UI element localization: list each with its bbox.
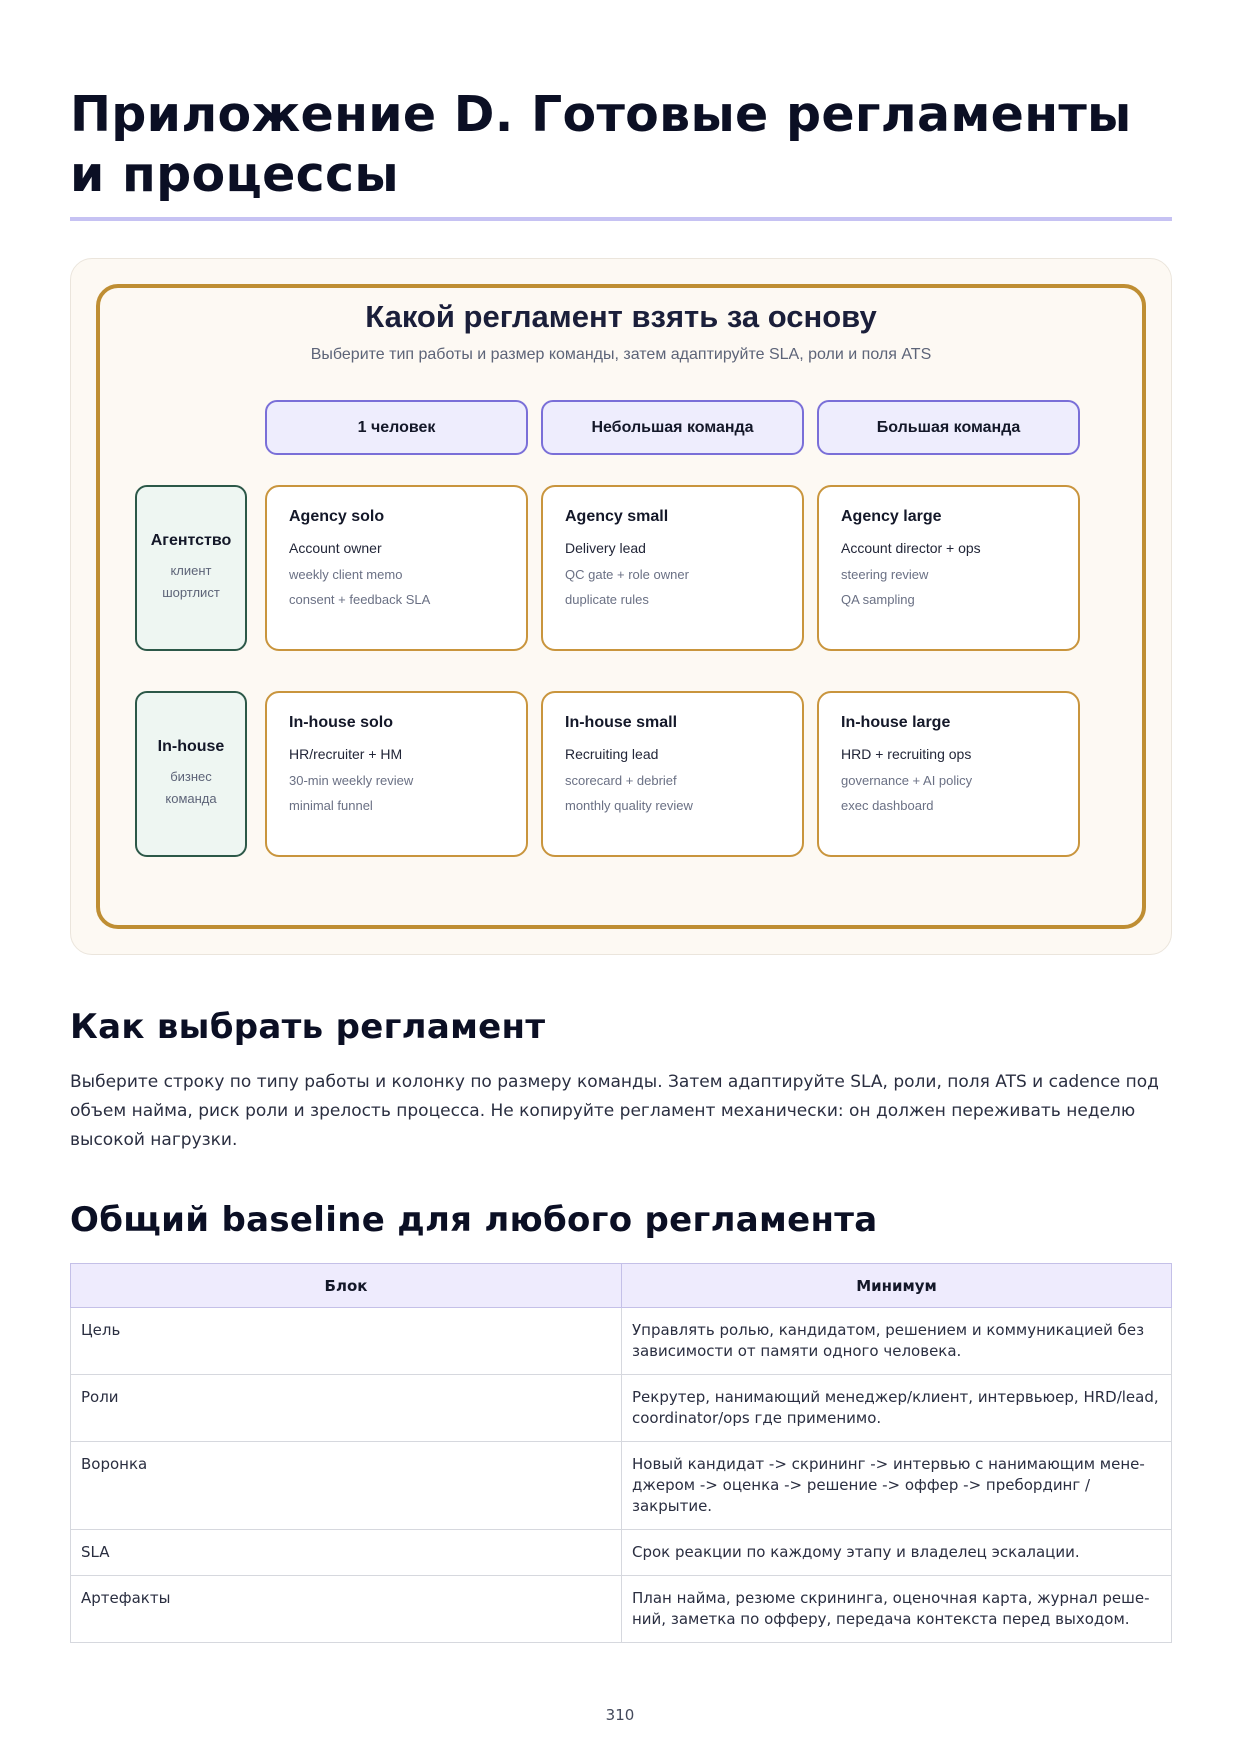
table-row [71, 1530, 1172, 1576]
cell-title: In-house solo [289, 714, 393, 731]
table-cell-minimum: Срок реакции по каждому этапу и владелец эскалации. [622, 1530, 1172, 1576]
row-header-line: команда [165, 791, 217, 806]
cell-line: monthly quality review [565, 798, 693, 813]
cell-role: HRD + recruiting ops [841, 746, 972, 762]
table-cell-minimum: Новый кандидат -> скрининг -> интервью с нанимающим менеджером -> оценка -> решение -> оффер -> пребординг / закрытие. [622, 1442, 1172, 1530]
cell-agency-large [817, 485, 1080, 651]
cell-title: In-house small [565, 714, 678, 731]
cell-in-house-large [817, 691, 1080, 857]
row-header-agency [135, 485, 247, 651]
figure-subtitle: Выберите тип работы и размер команды, затем адаптируйте SLA, роли и поля ATS [310, 346, 932, 363]
cell-agency-small [541, 485, 804, 651]
section-heading-how-to-choose: Как выбрать регламент [70, 1007, 546, 1047]
table-row [71, 1576, 1172, 1643]
cell-line: exec dashboard [841, 798, 934, 813]
table-row [71, 1442, 1172, 1530]
table-row [71, 1375, 1172, 1442]
cell-in-house-solo [265, 691, 528, 857]
cell-role: Delivery lead [565, 540, 646, 556]
section-paragraph: Выберите строку по типу работы и колонку по размеру команды. Затем адаптируйте SLA, роли, поля ATS и cadence под объем найма, риск роли и зрелость процесса. Не копируйте регламент механически: он должен переживать неделю высокой нагрузки. [70, 1072, 1159, 1150]
figure-title: Какой регламент взять за основу [365, 299, 877, 334]
cell-agency-solo [265, 485, 528, 651]
table-cell-block: Цель [71, 1308, 622, 1375]
section-heading-baseline: Общий baseline для любого регламента [70, 1200, 878, 1240]
column-header-large-team: Большая команда [817, 400, 1080, 455]
cell-role: Recruiting lead [565, 746, 659, 762]
table-cell-block: Артефакты [71, 1576, 622, 1643]
row-header-title: In-house [157, 738, 225, 755]
table-cell-minimum: Рекрутер, нанимающий менеджер/клиент, интервьюер, HRD/lead, coordinator/ops где применимо. [622, 1375, 1172, 1442]
cell-line: 30-min weekly review [289, 773, 414, 788]
table-cell-block: Роли [71, 1375, 622, 1442]
cell-line: steering review [841, 567, 929, 582]
cell-role: Account director + ops [841, 540, 981, 556]
row-header-title: Агентство [150, 532, 232, 549]
cell-line: governance + AI policy [841, 773, 973, 788]
cell-role: Account owner [289, 540, 382, 556]
cell-line: minimal funnel [289, 798, 373, 813]
table-cell-minimum: Управлять ролью, кандидатом, решением и коммуникацией без зависимости от памяти одного человека. [622, 1308, 1172, 1375]
cell-title: Agency solo [289, 508, 385, 525]
table-header-minimum: Минимум [622, 1264, 1172, 1308]
row-header-in-house [135, 691, 247, 857]
cell-line: scorecard + debrief [565, 773, 677, 788]
cell-line: weekly client memo [289, 567, 403, 582]
cell-line: QC gate + role owner [565, 567, 689, 582]
page-title: Приложение D. Готовые регламенты и процессы [70, 86, 1132, 203]
cell-role: HR/recruiter + HM [289, 746, 403, 762]
table-header-block: Блок [71, 1264, 622, 1308]
title-divider [70, 217, 1172, 221]
cell-title: Agency large [841, 508, 942, 525]
cell-line: QA sampling [841, 592, 915, 607]
cell-in-house-small [541, 691, 804, 857]
baseline-table [70, 1263, 1172, 1643]
table-row [71, 1308, 1172, 1375]
table-cell-minimum: План найма, резюме скрининга, оценочная карта, журнал решений, заметка по офферу, передача контекста перед выходом. [622, 1576, 1172, 1643]
cell-line: duplicate rules [565, 592, 649, 607]
table-cell-block: Воронка [71, 1442, 622, 1530]
row-header-line: клиент [170, 563, 212, 578]
table-cell-block: SLA [71, 1530, 622, 1576]
column-header-solo: 1 человек [265, 400, 528, 455]
row-header-line: шортлист [162, 585, 220, 600]
cell-title: Agency small [565, 508, 669, 525]
column-header-small-team: Небольшая команда [541, 400, 804, 455]
table-header-row [71, 1264, 1172, 1308]
cell-line: consent + feedback SLA [289, 592, 431, 607]
page-number: 310 [605, 1706, 635, 1724]
row-header-line: бизнес [170, 769, 212, 784]
cell-title: In-house large [841, 714, 951, 731]
